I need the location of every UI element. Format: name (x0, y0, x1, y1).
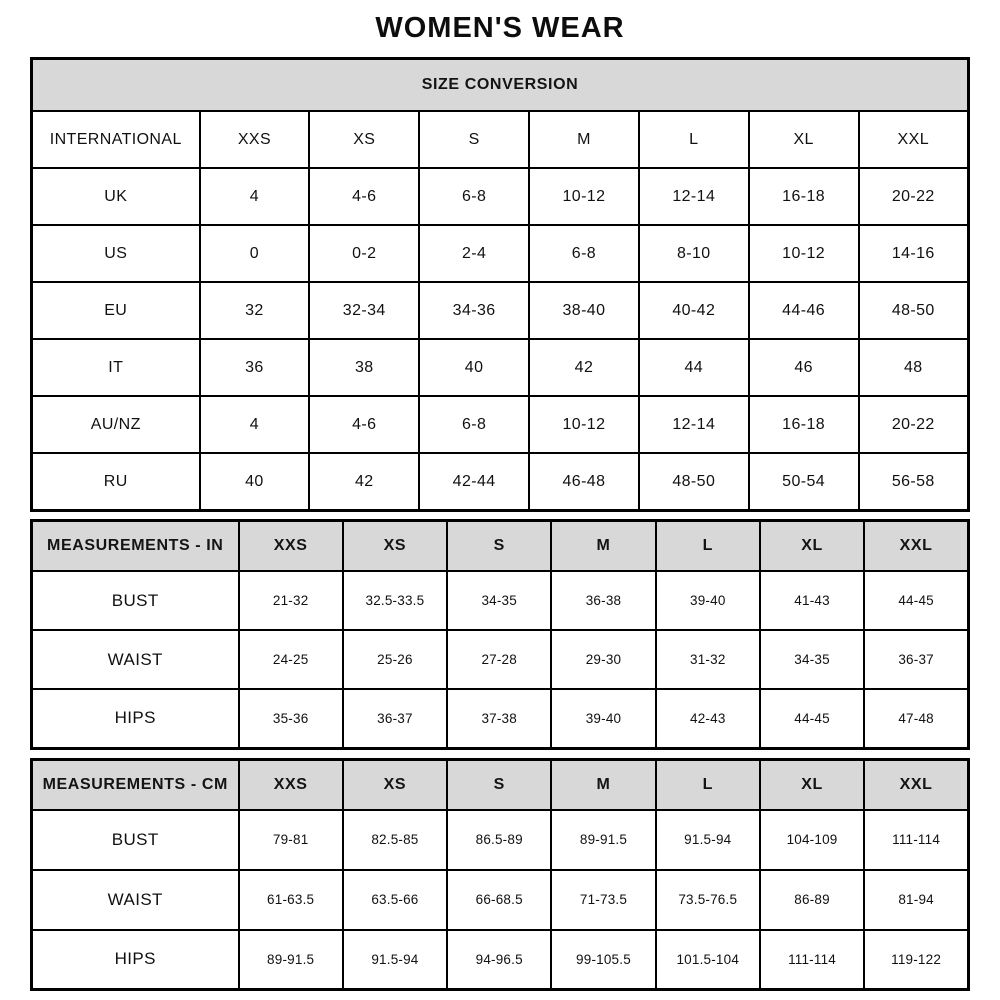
measurements-cm-row (32, 930, 969, 990)
size-value-cell: 20-22 (859, 396, 969, 453)
measurement-value-cell: 42-43 (656, 689, 760, 748)
measurement-value-cell: 31-32 (656, 630, 760, 689)
measurement-value-cell: 111-114 (760, 930, 864, 990)
size-value-cell: 42-44 (419, 453, 529, 511)
size-value-cell: 36 (200, 339, 310, 396)
measurements-cm-row (32, 810, 969, 870)
measurement-value-cell: 71-73.5 (551, 870, 655, 930)
measurement-value-cell: 36-37 (864, 630, 968, 689)
measurement-value-cell: 94-96.5 (447, 930, 551, 990)
size-value-cell: 8-10 (639, 225, 749, 282)
page-title: WOMEN'S WEAR (375, 12, 625, 44)
size-value-cell: 38 (309, 339, 419, 396)
measurements-cm-header-row (32, 759, 969, 810)
measurements-in-column-header: M (551, 521, 655, 572)
size-value-cell: 10-12 (529, 168, 639, 225)
size-conversion-column-header: XL (749, 111, 859, 168)
measurement-value-cell: 29-30 (551, 630, 655, 689)
size-value-cell: 46 (749, 339, 859, 396)
size-value-cell: 4-6 (309, 396, 419, 453)
region-label: EU (32, 282, 200, 339)
measurement-label: HIPS (32, 930, 239, 990)
measurement-value-cell: 24-25 (239, 630, 343, 689)
measurements-cm-column-header: XS (343, 759, 447, 810)
size-value-cell: 14-16 (859, 225, 969, 282)
measurement-label: WAIST (32, 870, 239, 930)
size-conversion-table (30, 57, 970, 512)
measurement-value-cell: 47-48 (864, 689, 968, 748)
size-value-cell: 6-8 (419, 168, 529, 225)
measurement-value-cell: 37-38 (447, 689, 551, 748)
measurement-label: HIPS (32, 689, 239, 748)
measurement-value-cell: 34-35 (760, 630, 864, 689)
size-value-cell: 42 (529, 339, 639, 396)
measurements-cm-row (32, 870, 969, 930)
size-conversion-row (32, 339, 969, 396)
measurement-value-cell: 73.5-76.5 (656, 870, 760, 930)
size-value-cell: 20-22 (859, 168, 969, 225)
size-value-cell: 32-34 (309, 282, 419, 339)
measurements-in-column-header: XXL (864, 521, 968, 572)
measurements-in-column-header: L (656, 521, 760, 572)
measurement-value-cell: 104-109 (760, 810, 864, 870)
measurement-value-cell: 39-40 (551, 689, 655, 748)
size-conversion-band-row (32, 59, 969, 112)
measurement-value-cell: 41-43 (760, 571, 864, 630)
size-value-cell: 40-42 (639, 282, 749, 339)
size-conversion-column-header: XXL (859, 111, 969, 168)
measurements-cm-column-header: S (447, 759, 551, 810)
measurement-value-cell: 39-40 (656, 571, 760, 630)
measurements-cm-table (30, 758, 970, 992)
size-value-cell: 38-40 (529, 282, 639, 339)
region-label: IT (32, 339, 200, 396)
measurements-in-column-header: XS (343, 521, 447, 572)
size-value-cell: 40 (419, 339, 529, 396)
size-value-cell: 32 (200, 282, 310, 339)
measurements-cm-column-header: M (551, 759, 655, 810)
measurements-in-title: MEASUREMENTS - IN (32, 521, 239, 572)
size-value-cell: 12-14 (639, 168, 749, 225)
measurement-label: BUST (32, 571, 239, 630)
size-conversion-column-header: XXS (200, 111, 310, 168)
size-value-cell: 50-54 (749, 453, 859, 511)
size-value-cell: 42 (309, 453, 419, 511)
size-value-cell: 6-8 (529, 225, 639, 282)
measurement-value-cell: 86.5-89 (447, 810, 551, 870)
size-value-cell: 6-8 (419, 396, 529, 453)
measurements-in-header-row (32, 521, 969, 572)
measurements-in-table (30, 519, 970, 750)
size-value-cell: 4-6 (309, 168, 419, 225)
measurement-value-cell: 44-45 (760, 689, 864, 748)
measurement-value-cell: 86-89 (760, 870, 864, 930)
size-value-cell: 0-2 (309, 225, 419, 282)
measurement-value-cell: 89-91.5 (551, 810, 655, 870)
size-conversion-column-header-row (32, 111, 969, 168)
measurement-value-cell: 101.5-104 (656, 930, 760, 990)
measurement-value-cell: 66-68.5 (447, 870, 551, 930)
size-conversion-row (32, 225, 969, 282)
region-label: US (32, 225, 200, 282)
size-value-cell: 40 (200, 453, 310, 511)
region-label: RU (32, 453, 200, 511)
size-value-cell: 44-46 (749, 282, 859, 339)
measurements-cm-column-header: XL (760, 759, 864, 810)
measurement-value-cell: 119-122 (864, 930, 968, 990)
measurement-value-cell: 63.5-66 (343, 870, 447, 930)
size-value-cell: 16-18 (749, 168, 859, 225)
size-value-cell: 4 (200, 396, 310, 453)
measurements-in-column-header: XXS (239, 521, 343, 572)
measurements-in-column-header: XL (760, 521, 864, 572)
measurement-value-cell: 36-37 (343, 689, 447, 748)
size-conversion-row (32, 282, 969, 339)
measurement-value-cell: 36-38 (551, 571, 655, 630)
measurement-value-cell: 61-63.5 (239, 870, 343, 930)
measurements-cm-column-header: XXL (864, 759, 968, 810)
measurement-value-cell: 32.5-33.5 (343, 571, 447, 630)
measurement-value-cell: 111-114 (864, 810, 968, 870)
size-conversion-row (32, 453, 969, 511)
size-value-cell: 10-12 (529, 396, 639, 453)
region-label: UK (32, 168, 200, 225)
measurement-value-cell: 27-28 (447, 630, 551, 689)
size-value-cell: 12-14 (639, 396, 749, 453)
size-conversion-column-header: S (419, 111, 529, 168)
size-conversion-column-header: M (529, 111, 639, 168)
size-value-cell: 48-50 (859, 282, 969, 339)
size-value-cell: 34-36 (419, 282, 529, 339)
measurement-value-cell: 34-35 (447, 571, 551, 630)
size-value-cell: 16-18 (749, 396, 859, 453)
measurement-label: WAIST (32, 630, 239, 689)
measurement-value-cell: 35-36 (239, 689, 343, 748)
size-value-cell: 46-48 (529, 453, 639, 511)
size-conversion-row (32, 396, 969, 453)
measurement-value-cell: 81-94 (864, 870, 968, 930)
measurement-value-cell: 89-91.5 (239, 930, 343, 990)
region-label: AU/NZ (32, 396, 200, 453)
measurements-in-column-header: S (447, 521, 551, 572)
measurements-cm-title: MEASUREMENTS - CM (32, 759, 239, 810)
size-value-cell: 48-50 (639, 453, 749, 511)
size-value-cell: 48 (859, 339, 969, 396)
measurement-value-cell: 91.5-94 (656, 810, 760, 870)
measurements-in-row (32, 571, 969, 630)
measurements-in-row (32, 689, 969, 748)
measurement-value-cell: 25-26 (343, 630, 447, 689)
size-conversion-column-header: INTERNATIONAL (32, 111, 200, 168)
measurement-value-cell: 99-105.5 (551, 930, 655, 990)
size-conversion-column-header: L (639, 111, 749, 168)
size-conversion-row (32, 168, 969, 225)
size-value-cell: 44 (639, 339, 749, 396)
measurement-label: BUST (32, 810, 239, 870)
measurement-value-cell: 82.5-85 (343, 810, 447, 870)
measurements-cm-column-header: XXS (239, 759, 343, 810)
measurement-value-cell: 44-45 (864, 571, 968, 630)
measurement-value-cell: 79-81 (239, 810, 343, 870)
size-value-cell: 4 (200, 168, 310, 225)
measurement-value-cell: 91.5-94 (343, 930, 447, 990)
size-conversion-title: SIZE CONVERSION (32, 59, 969, 112)
measurement-value-cell: 21-32 (239, 571, 343, 630)
size-value-cell: 0 (200, 225, 310, 282)
size-value-cell: 56-58 (859, 453, 969, 511)
measurements-in-row (32, 630, 969, 689)
size-value-cell: 2-4 (419, 225, 529, 282)
size-conversion-column-header: XS (309, 111, 419, 168)
size-value-cell: 10-12 (749, 225, 859, 282)
measurements-cm-column-header: L (656, 759, 760, 810)
